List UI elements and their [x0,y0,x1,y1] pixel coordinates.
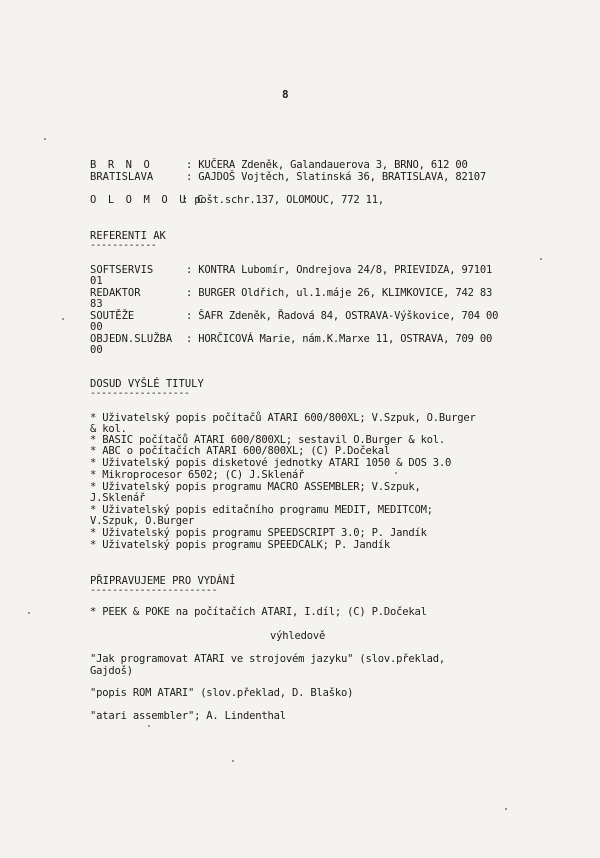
dosud-heading: DOSUD VYŠLÉ TITULY [90,378,204,390]
dosud-item: & kol. [90,423,127,435]
referent-label-objedn: OBJEDN.SLUŽBA [90,333,173,345]
future-title: "Jak programovat ATARI ve strojovém jazyku" (slov.překlad, [90,653,446,665]
dosud-item: * Mikroprocesor 6502; (C) J.Sklenář [90,469,305,481]
pripravujeme-underline: ----------------------- [90,585,217,596]
dosud-item: J.Sklenář [90,492,146,504]
scan-speck [44,138,46,140]
vyhledove-label: výhledově [270,630,326,642]
dosud-item: * BASIC počítačů ATARI 600/800XL; sestavil O.Burger & kol. [90,434,446,446]
contact-value-olomouc: : pošt.schr.137, OLOMOUC, 772 11, [182,194,385,206]
dosud-item: V.Szpuk, O.Burger [90,515,195,527]
scan-speck [148,725,150,727]
dosud-underline: ------------------ [90,388,190,399]
future-title-cont: Gajdoš) [90,665,133,677]
scan-speck [540,258,542,260]
referent-cont-softservis: 01 [90,275,103,287]
future-title: "atari assembler"; A. Lindenthal [90,710,286,722]
dosud-item: * Uživatelský popis programu SPEEDCALK; P. Jandík [90,539,390,551]
future-title: "popis ROM ATARI" (slov.překlad, D. Blaško) [90,687,354,699]
referent-value-souteze: : ŠAFR Zdeněk, Řadová 84, OSTRAVA-Výškovice, 704 00 [186,310,499,322]
contact-label-bratislava: BRATISLAVA [90,171,154,183]
referent-value-redaktor: : BURGER Oldřich, ul.1.máje 26, KLIMKOVICE, 742 83 [186,287,493,299]
referent-value-objedn: : HORČICOVÁ Marie, nám.K.Marxe 11, OSTRAVA, 709 00 [186,333,493,345]
referent-label-softservis: SOFTSERVIS [90,264,154,276]
dosud-item: * Uživatelský popis programu MACRO ASSEMBLER; V.Szpuk, [90,481,421,493]
referent-value-softservis: : KONTRA Lubomír, Ondrejova 24/8, PRIEVIDZA, 97101 [186,264,493,276]
dosud-item: * Uživatelský popis disketové jednotky ATARI 1050 & DOS 3.0 [90,457,452,469]
contact-label-olomouc: O L O M O U C [90,194,206,206]
pripravujeme-item: * PEEK & POKE na počítačích ATARI, I.díl; (C) P.Dočekal [90,606,427,618]
scan-speck [395,472,397,474]
dosud-item: * Uživatelský popis programu SPEEDSCRIPT 3.0; P. Jandík [90,527,427,539]
dosud-item: * Uživatelský popis editačního programu MEDIT, MEDITCOM; [90,504,433,516]
referent-cont-souteze: 00 [90,321,103,333]
scan-speck [505,808,507,810]
contact-value-brno: : KUČERA Zdeněk, Galandauerova 3, BRNO, 612 00 [186,159,468,171]
pripravujeme-heading: PŘIPRAVUJEME PRO VYDÁNÍ [90,575,236,587]
dosud-item: * Uživatelský popis počítačů ATARI 600/800XL; V.Szpuk, O.Burger [90,412,476,424]
page-number: 8 [282,88,289,101]
referenti-underline: ------------ [90,240,157,251]
scan-speck [62,318,64,320]
contact-label-brno: B R N O [90,159,153,171]
scan-speck [28,612,30,614]
referent-cont-redaktor: 83 [90,298,103,310]
referent-label-souteze: SOUTĚŽE [90,310,135,322]
referent-label-redaktor: REDAKTOR [90,287,141,299]
contact-value-bratislava: : GAJDOŠ Vojtěch, Slatinská 36, BRATISLAVA, 82107 [186,171,486,183]
referenti-heading: REFERENTI AK [90,230,166,242]
scan-speck [232,760,234,762]
referent-cont-objedn: 00 [90,344,103,356]
dosud-item: * ABC o počítačích ATARI 600/800XL; (C) P.Dočekal [90,445,390,457]
